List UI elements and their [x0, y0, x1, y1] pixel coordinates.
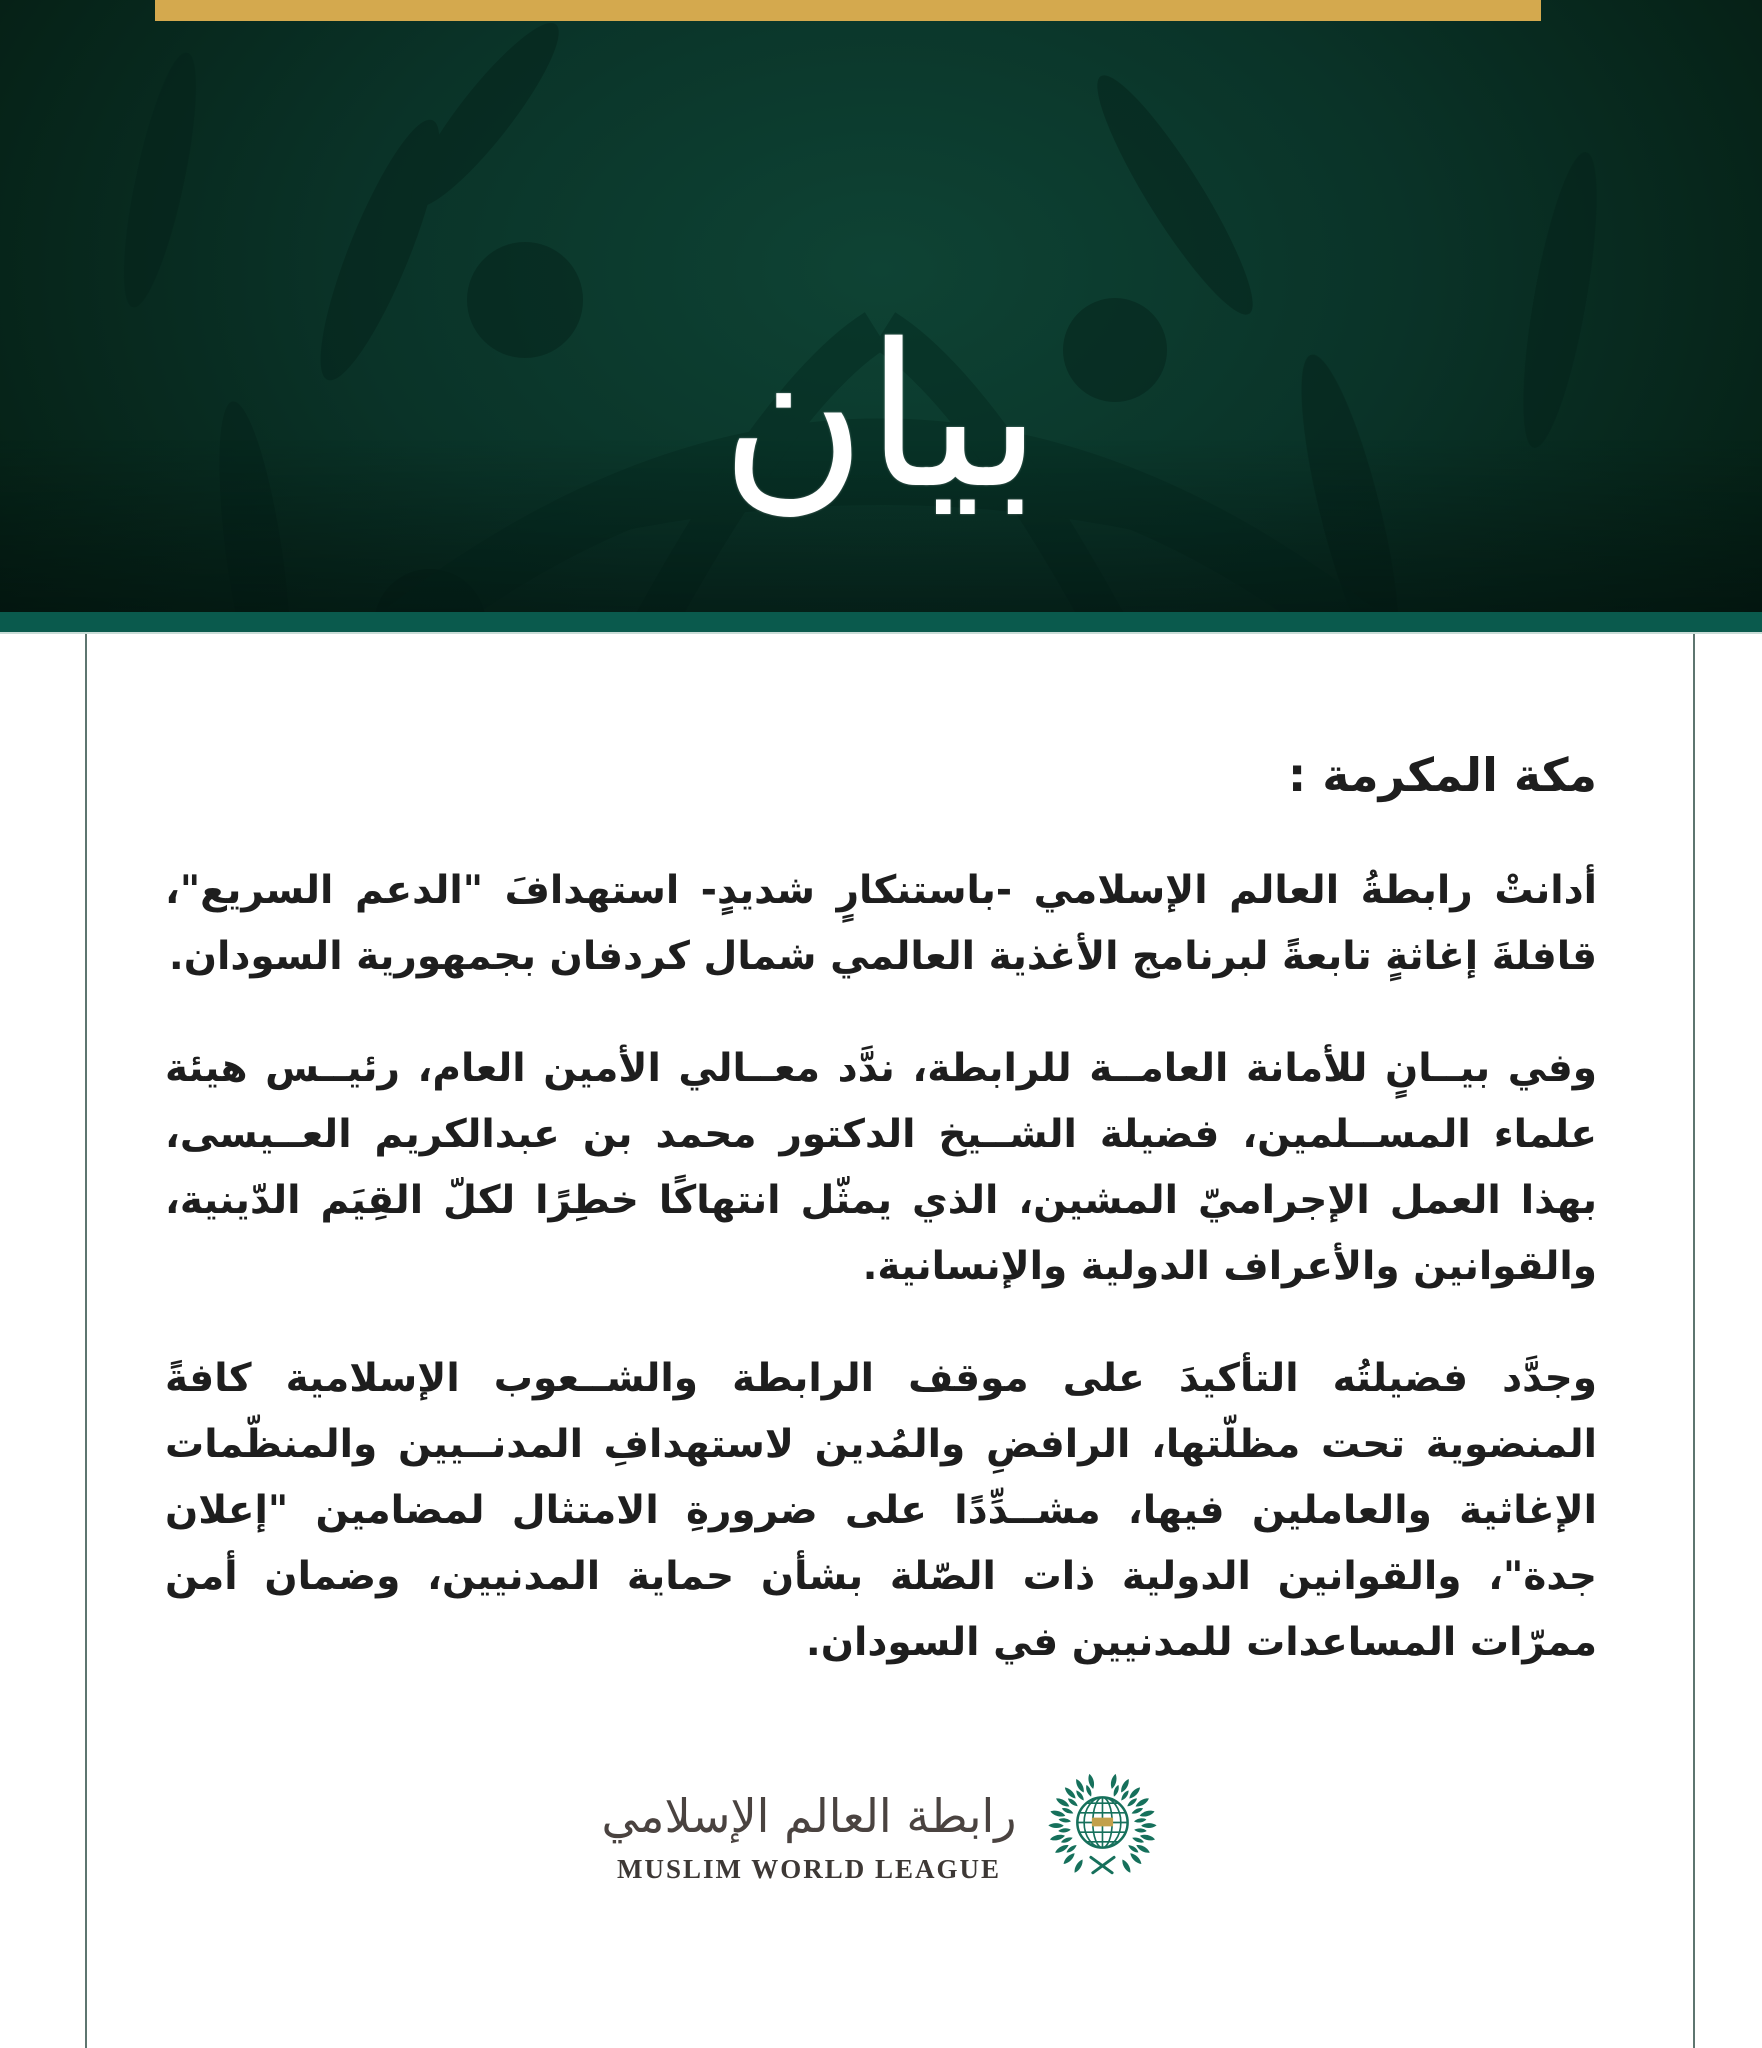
mwl-logo-english-label: MUSLIM WORLD LEAGUE: [616, 1854, 1002, 1885]
gold-accent-bar: [155, 0, 1541, 21]
header-banner: [0, 0, 1762, 612]
mwl-logo-arabic-calligraphy: رابطة العالم الإسلامي: [601, 1788, 1017, 1843]
statement-paragraph: وجدَّد فضيلتُه التأكيدَ على موقف الرابطة والشــعوب الإسلامية كافةً المنضوية تحت مظلّتها، الرافضِ والمُدين لاستهدافِ المدنــيين والمنظّمات الإغاثية والعاملين فيها، مشــدِّدًا على ضرورةِ الامتثال لمضامين "إعلان جدة"، والقوانين الدولية ذات الصّلة بشأن حماية المدنيين، وضمان أمن ممرّات المساعدات للمدنيين في السودان.: [165, 1356, 1597, 1666]
statement-body: [165, 744, 1597, 1722]
mwl-logo-text-block: [601, 1789, 1016, 1885]
mwl-logo: [601, 1772, 1160, 1902]
statement-paragraph: وفي بيــانٍ للأمانة العامــة للرابطة، ندَّد معــالي الأمين العام، رئيــس هيئة علماء المســلمين، فضيلة الشــيخ الدكتور محمد بن عبدالكريم العــيسى، بهذا العمل الإجراميّ المشين، الذي يمثّل انتهاكًا خطِرًا لكلّ القِيَم الدّينية، والقوانين والأعراف الدولية والإنسانية.: [165, 1046, 1597, 1290]
page-left-rule: [85, 634, 87, 2048]
statement-paragraph: أدانتْ رابطةُ العالم الإسلامي -باستنكارٍ شديدٍ- استهدافَ "الدعم السريع"، قافلةَ إغاثةٍ تابعةً لبرنامج الأغذية العالمي شمال كردفان بجمهورية السودان.: [165, 868, 1597, 980]
statement-title-calligraphy: بيان: [720, 301, 1042, 532]
mwl-globe-wreath-emblem-icon: [1045, 1772, 1161, 1902]
dateline: مكة المكرمة :: [1287, 748, 1597, 802]
teal-divider-band: [0, 612, 1762, 634]
page-right-rule: [1693, 634, 1695, 2048]
